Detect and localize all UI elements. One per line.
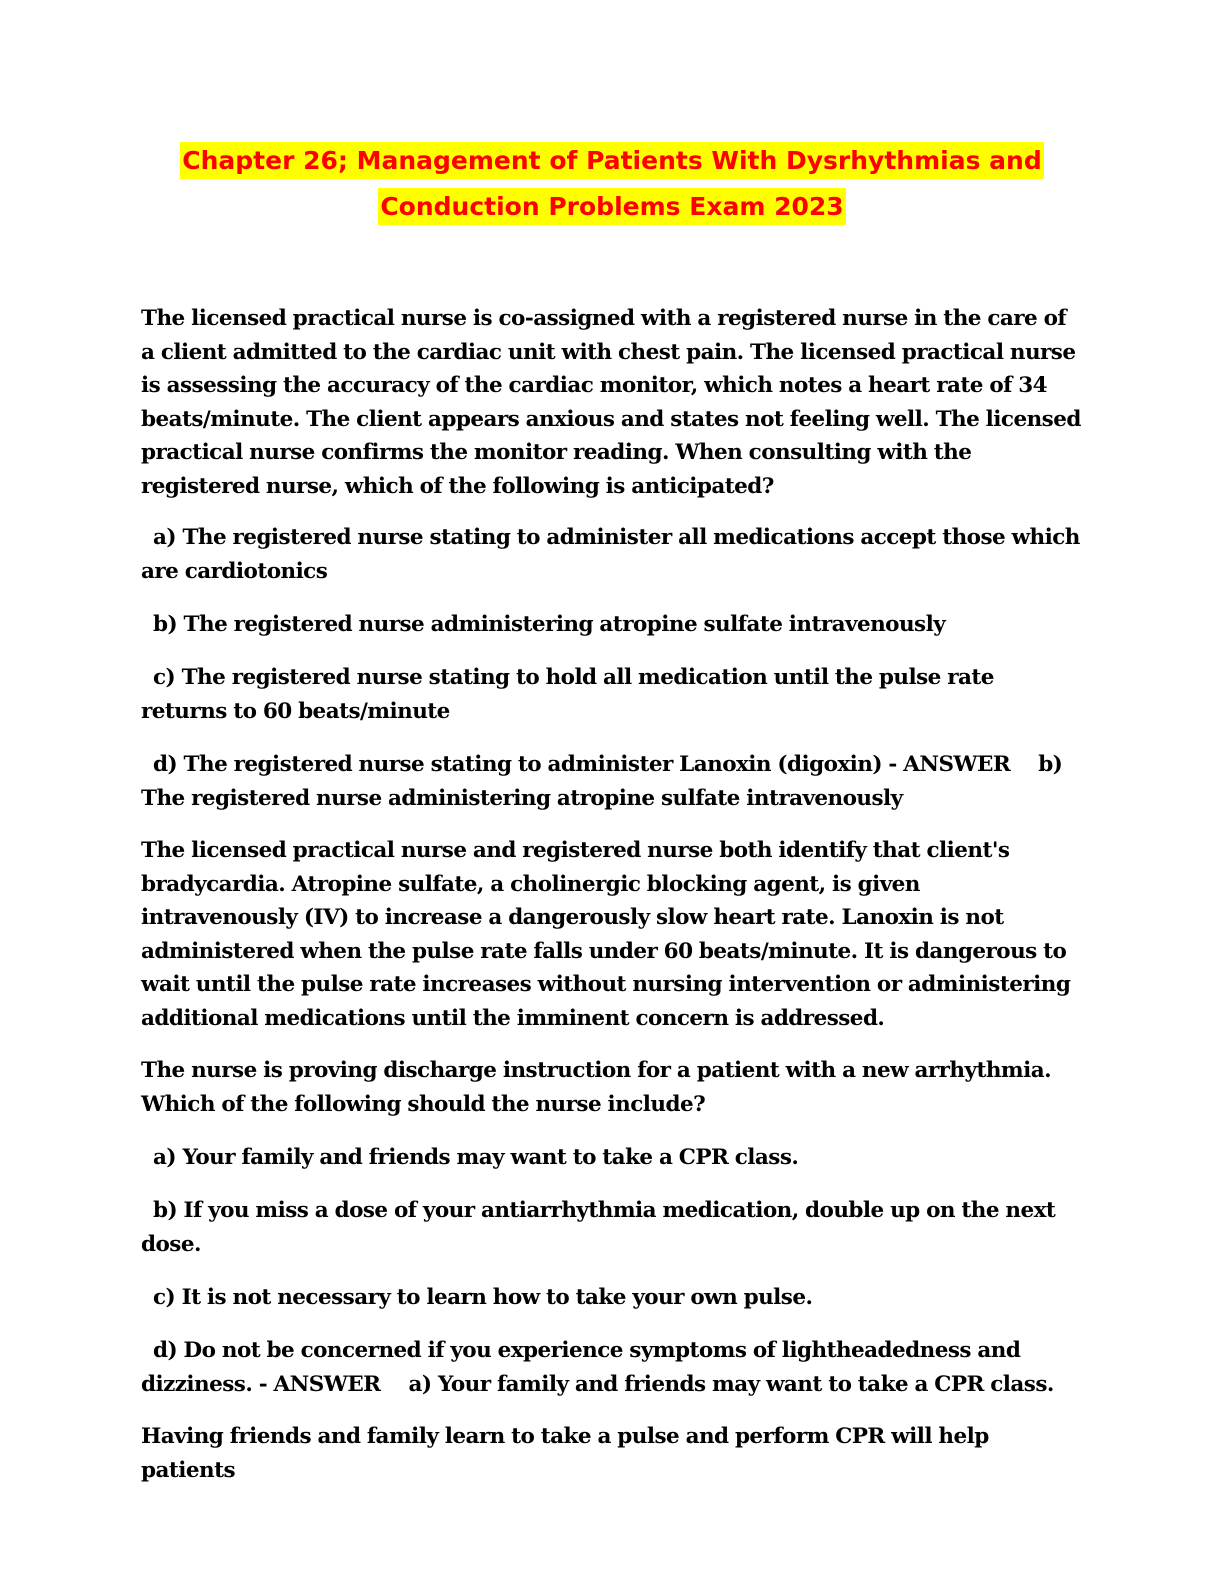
question-2-option-c: c) It is not necessary to learn how to take your own pulse. — [153, 1285, 813, 1310]
question-2-option-d — [141, 1334, 1081, 1401]
document-title — [100, 138, 1124, 230]
question-1-option-d-text: d) The registered nurse stating to administer Lanoxin (digoxin) - ANSWER — [153, 752, 1011, 777]
question-1-stem: The licensed practical nurse is co-assigned with a registered nurse in the care of a client admitted to the cardiac unit with chest pain. The licensed practical nurse is assessing the accuracy of the cardiac monitor, which notes a heart rate of 34 beats/minute. The client appears anxious and states not feeling well. The licensed practical nurse confirms the monitor reading. When consulting with the registered nurse, which of the following is anticipated? — [141, 306, 1081, 499]
question-1-option-c: c) The registered nurse stating to hold all medication until the pulse rate returns to 60 beats/minute — [141, 665, 994, 724]
title-line-2: Conduction Problems Exam 2023 — [378, 188, 845, 225]
question-1-option-b: b) The registered nurse administering atropine sulfate intravenously — [153, 612, 946, 637]
question-2-rationale-start: Having friends and family learn to take a pulse and perform CPR will help patients — [141, 1424, 989, 1483]
question-1-option-d — [141, 748, 1081, 815]
question-2-stem: The nurse is proving discharge instruction for a patient with a new arrhythmia. Which of the following should the nurse include? — [141, 1058, 1052, 1117]
question-1-answer: b) The registered nurse administering atropine sulfate intravenously — [141, 752, 1063, 811]
question-1-option-a: a) The registered nurse stating to administer all medications accept those which are cardiotonics — [141, 525, 1080, 584]
title-line-1: Chapter 26; Management of Patients With Dysrhythmias and — [180, 142, 1044, 179]
question-1-rationale: The licensed practical nurse and registered nurse both identify that client's bradycardia. Atropine sulfate, a cholinergic blocking agent, is given intravenously (IV) to increase a dangerously slow heart rate. Lanoxin is not administered when the pulse rate falls under 60 beats/minute. It is dangerous to wait until the pulse rate increases without nursing intervention or administering additional medications until the imminent concern is addressed. — [141, 838, 1071, 1031]
question-2-answer: a) Your family and friends may want to take a CPR class. — [408, 1371, 1054, 1397]
question-2-option-d-text: d) Do not be concerned if you experience symptoms of lightheadedness and dizziness. - ANSWER — [141, 1338, 1021, 1397]
question-2-option-a: a) Your family and friends may want to take a CPR class. — [153, 1145, 799, 1170]
question-2-option-b: b) If you miss a dose of your antiarrhythmia medication, double up on the next dose. — [141, 1198, 1056, 1257]
